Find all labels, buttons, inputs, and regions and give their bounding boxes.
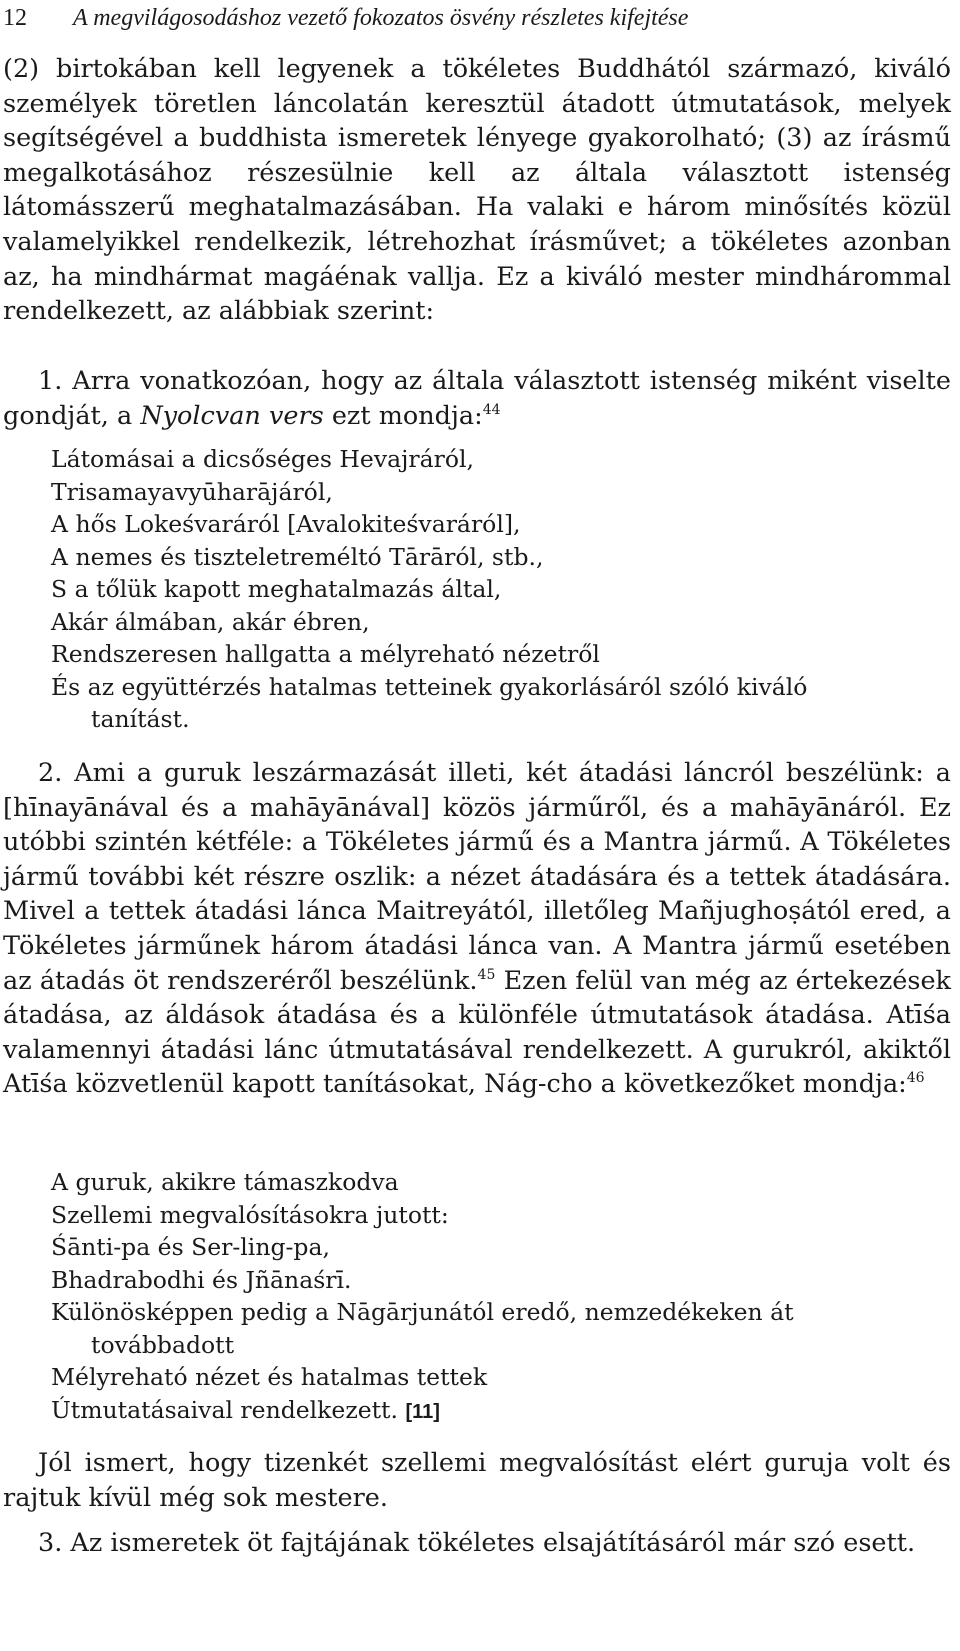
verse-line: Különösképpen pedig a Nāgārjunától eredő, nemzedékeken át továbbadott: [51, 1298, 794, 1359]
verse-text: Útmutatásaival rendelkezett.: [51, 1395, 398, 1424]
verse-line: Bhadrabodhi és Jñānaśrī.: [51, 1265, 352, 1294]
paragraph-chosen-deity: [3, 364, 951, 433]
reference-marker: [11]: [405, 1400, 440, 1423]
paragraph-lineage: [3, 756, 951, 1102]
paragraph-twelve-gurus: Jól ismert, hogy tizenkét szellemi megvalósítást elért guruja volt és rajtuk kívül még sok mestere.: [3, 1448, 951, 1513]
verse-line: [51, 1394, 951, 1429]
work-title: Nyolcvan vers: [140, 400, 324, 431]
verse-line: Látomásai a dicsőséges Hevajráról,: [51, 445, 474, 473]
verse-line: Mélyreható nézet és hatalmas tettek: [51, 1363, 488, 1391]
verse-line: S a tőlük kapott meghatalmazás által,: [51, 575, 502, 603]
verse-block-gurus: [51, 1166, 951, 1428]
paragraph-qualifications: (2) birtokában kell legyenek a tökéletes Buddhától származó, kiváló személyek töretlen láncolatán keresztül átadott útmutatások, melyek segítségével a buddhista ismeretek lényege gyakorolható; (3) az írásmű megalkotásához részesülnie kell az általa választott istenség látomásszerű meghatalmazásában. Ha valaki e három minősítés közül valamelyikkel rendelkezik, létrehozhat írásművet; a tökéletes azonban az, ha mindhármat magáénak vallja. Ez a kiváló mester mindhárommal rendelkezett, az alábbiak szerint:: [3, 54, 951, 327]
verse-line: És az együttérzés hatalmas tetteinek gyakorlásáról szóló kiváló tanítást.: [51, 672, 808, 733]
footnote-ref: 44: [482, 401, 501, 418]
verse-line: Śānti-pa és Ser-ling-pa,: [51, 1233, 330, 1261]
footnote-ref: 45: [477, 966, 496, 983]
verse-line: Rendszeresen hallgatta a mélyreható nézetről: [51, 640, 600, 668]
paragraph-text: 2. Ami a guruk leszármazását illeti, két átadási láncról beszélünk: a [hīnayānával és a mahāyānával] közös járműről, és a mahāyānáról. Ez utóbbi szintén kétféle: a Tökéletes jármű és a Mantra jármű. A Tökéletes jármű további két részre oszlik: a nézet átadására és a tettek átadására. Mivel a tettek átadási lánca Maitreyától, illetőleg Mañjughoṣától ered, a Tökéletes járműnek három átadási lánca van. A Mantra jármű esetében az átadás öt rendszeréről beszélünk.: [3, 758, 951, 996]
paragraph-five-sciences: 3. Az ismeretek öt fajtájának tökéletes elsajátításáról már szó esett.: [38, 1528, 916, 1558]
paragraph-text: Ezen felül van még az értekezések átadása, az áldások átadása és a különféle útmutatások átadása. Atīśa valamennyi átadási lánc útmutatásával rendelkezett. A gurukról, akiktől Atīśa közvetlenül kapott tanításokat, Nág-cho a következőket mondja:: [3, 965, 951, 1100]
paragraph-text: 1. Arra vonatkozóan, hogy az általa választott istenség miként viselte gondját, a: [3, 366, 951, 431]
footnote-ref: 46: [906, 1070, 925, 1087]
paragraph-text: ezt mondja:: [323, 400, 483, 431]
verse-line: A hős Lokeśvaráról [Avalokiteśvaráról],: [51, 510, 521, 538]
running-header: [3, 0, 688, 34]
verse-line: Szellemi megvalósításokra jutott:: [51, 1200, 449, 1229]
verse-line: A nemes és tiszteletreméltó Tārāról, stb.,: [51, 542, 544, 571]
verse-line: Trisamayavyūharājáról,: [51, 477, 333, 506]
running-title: A megvilágosodáshoz vezető fokozatos ösvény részletes kifejtése: [73, 5, 689, 31]
verse-block-visions: [51, 443, 951, 736]
page-number: 12: [3, 5, 27, 31]
verse-line: A guruk, akikre támaszkodva: [51, 1168, 399, 1196]
verse-line: Akár álmában, akár ébren,: [51, 607, 370, 636]
